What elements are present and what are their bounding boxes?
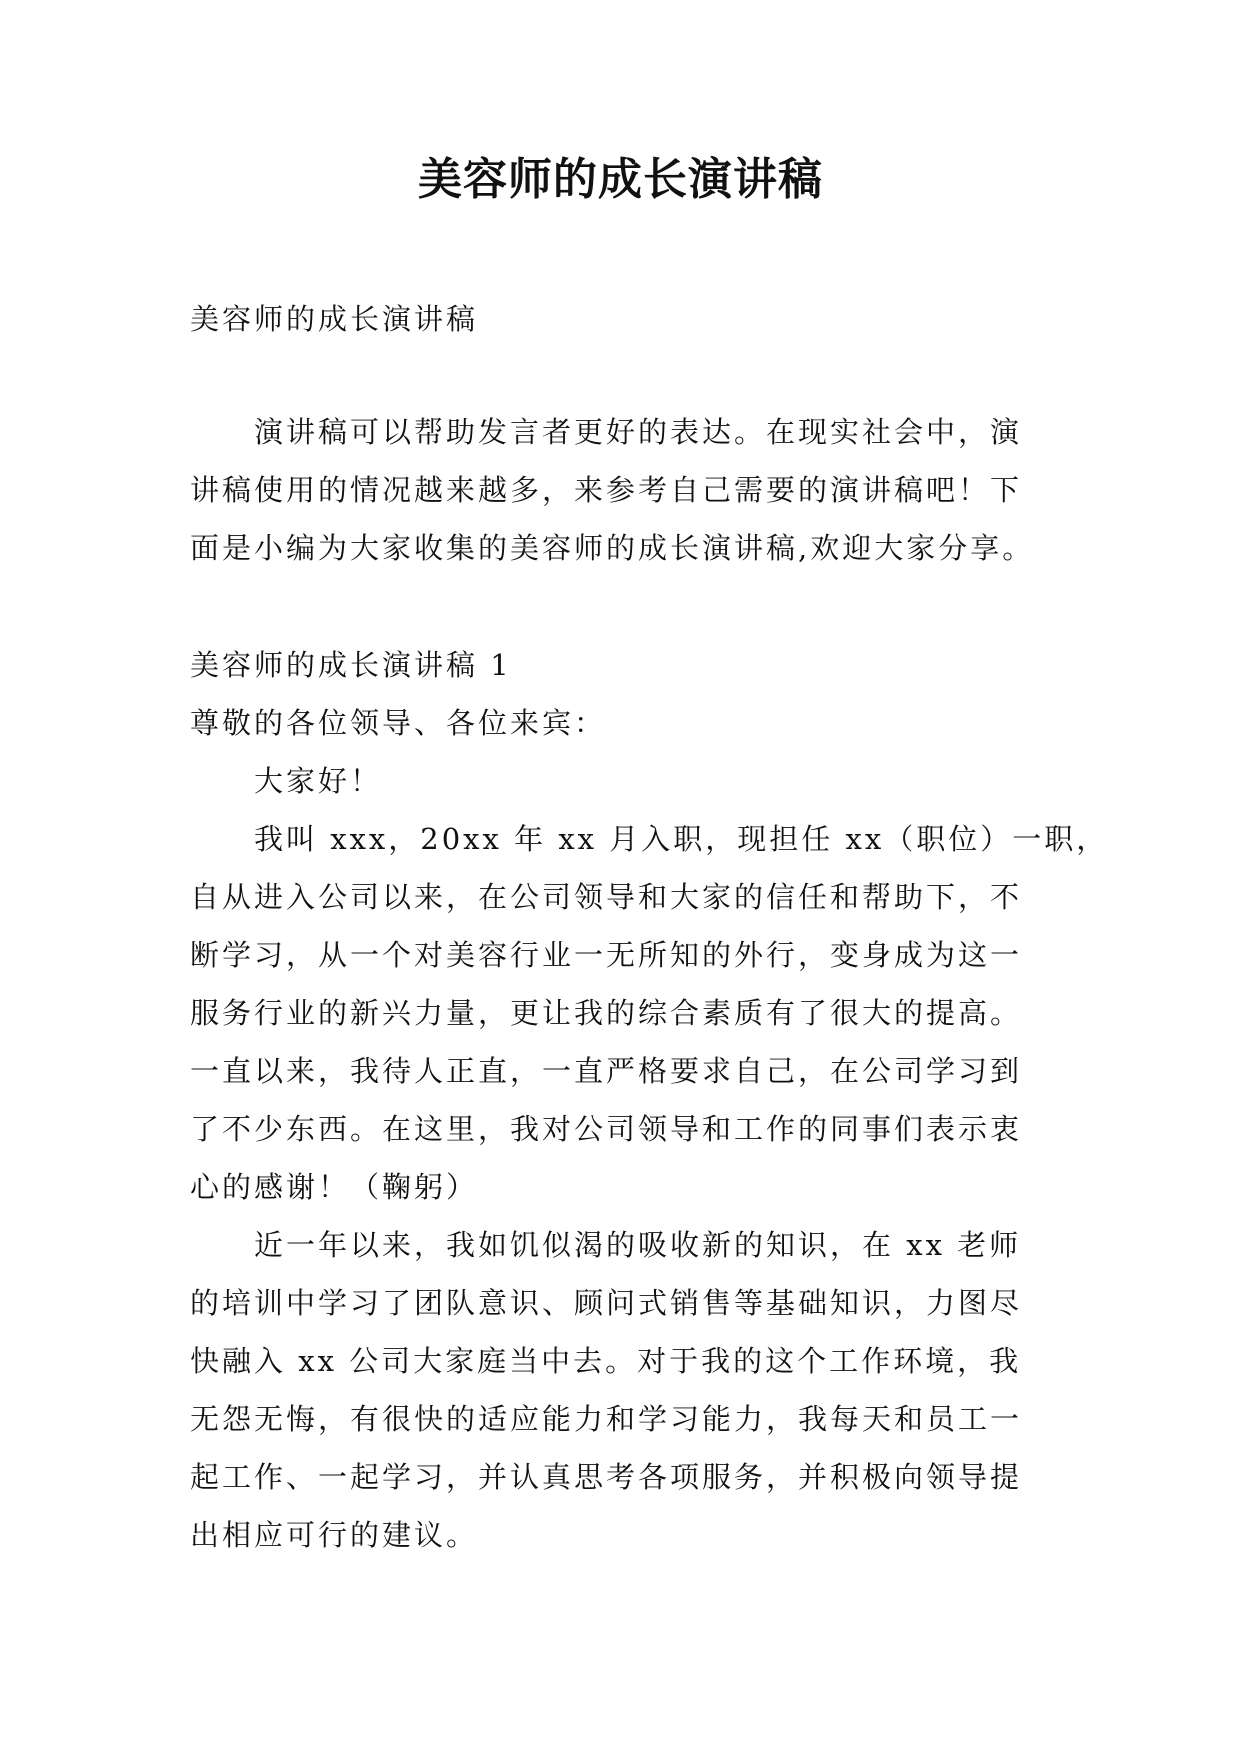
paragraph-line: 的培训中学习了团队意识、顾问式销售等基础知识，力图尽 — [190, 1286, 1023, 1320]
document-title: 美容师的成长演讲稿 — [418, 154, 823, 205]
paragraph-line: 了不少东西。在这里，我对公司领导和工作的同事们表示衷 — [190, 1112, 1023, 1146]
paragraph-line: 出相应可行的建议。 — [190, 1518, 479, 1552]
paragraph-line: 断学习，从一个对美容行业一无所知的外行，变身成为这一 — [190, 938, 1023, 972]
paragraph-line: 服务行业的新兴力量，更让我的综合素质有了很大的提高。 — [190, 996, 1023, 1030]
paragraph-line: 心的感谢！（鞠躬） — [190, 1170, 479, 1204]
greeting: 大家好！ — [254, 764, 383, 798]
intro-paragraph — [190, 403, 1070, 577]
salutation: 尊敬的各位领导、各位来宾： — [190, 706, 607, 740]
paragraph-line: 一直以来，我待人正直，一直严格要求自己，在公司学习到 — [190, 1054, 1023, 1088]
section-heading: 美容师的成长演讲稿 1 — [190, 648, 512, 682]
paragraph-line: 我叫 xxx，20xx 年 xx 月入职，现担任 xx（职位）一职， — [254, 822, 1109, 856]
intro-line: 面是小编为大家收集的美容师的成长演讲稿,欢迎大家分享。 — [190, 531, 1035, 565]
speech-body — [190, 694, 1109, 1564]
intro-line: 演讲稿可以帮助发言者更好的表达。在现实社会中，演 — [254, 415, 1023, 449]
intro-line: 讲稿使用的情况越来越多，来参考自己需要的演讲稿吧！下 — [190, 473, 1023, 507]
paragraph-line: 自从进入公司以来，在公司领导和大家的信任和帮助下，不 — [190, 880, 1023, 914]
paragraph-line: 快融入 xx 公司大家庭当中去。对于我的这个工作环境，我 — [190, 1344, 1022, 1378]
paragraph-line: 无怨无悔，有很快的适应能力和学习能力，我每天和员工一 — [190, 1402, 1023, 1436]
paragraph-line: 近一年以来，我如饥似渴的吸收新的知识，在 xx 老师 — [254, 1228, 1022, 1262]
document-subtitle: 美容师的成长演讲稿 — [190, 302, 479, 336]
paragraph-line: 起工作、一起学习，并认真思考各项服务，并积极向领导提 — [190, 1460, 1023, 1494]
